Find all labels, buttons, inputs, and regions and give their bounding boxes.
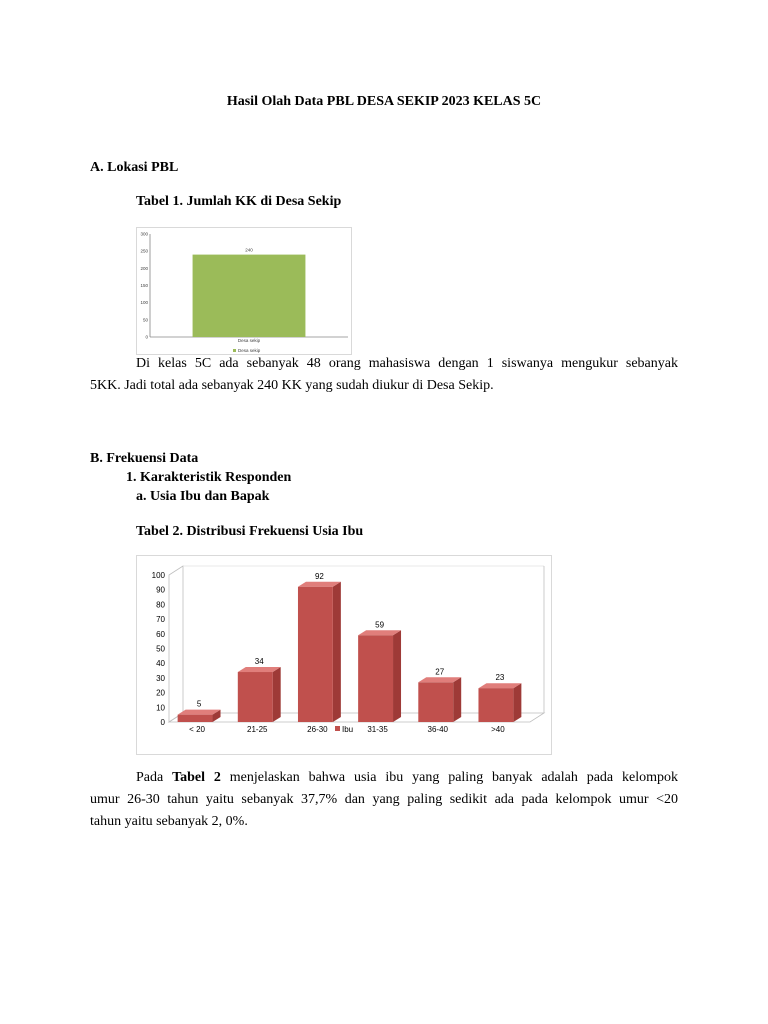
- paragraph-1-line-2: 5KK. Jadi total ada sebanyak 240 KK yang sudah diukur di Desa Sekip.: [90, 378, 494, 393]
- chart2-bar-side: [393, 630, 401, 722]
- chart2-bar-side: [513, 683, 521, 722]
- chart2-category-label: 31-35: [367, 725, 388, 734]
- table2-caption: Tabel 2. Distribusi Frekuensi Usia Ibu: [136, 524, 364, 539]
- chart-kk-desa-sekip: [136, 227, 352, 355]
- section-b-heading: B. Frekuensi Data: [90, 451, 199, 466]
- chart1-y-tick-label: 0: [145, 334, 148, 340]
- chart1-bar: [193, 255, 306, 337]
- chart2-y-tick-label: 20: [156, 688, 165, 698]
- table1-caption: Tabel 1. Jumlah KK di Desa Sekip: [136, 194, 342, 209]
- paragraph-1: [90, 353, 678, 397]
- document-title: Hasil Olah Data PBL DESA SEKIP 2023 KELAS 5C: [226, 94, 542, 109]
- chart2-category-label: 36-40: [427, 725, 448, 734]
- chart2-data-label: 5: [196, 699, 202, 709]
- paragraph-2-pre: Pada: [136, 770, 173, 785]
- chart1-svg: [137, 228, 351, 354]
- chart2-y-tick-label: 10: [156, 703, 165, 713]
- chart1-y-tick-label: 250: [140, 248, 148, 254]
- chart2-category-label: 26-30: [307, 725, 328, 734]
- chart2-legend-label: Ibu: [342, 725, 354, 734]
- chart1-category-label: Desa sekip: [237, 338, 261, 343]
- paragraph-2-line-3: tahun yaitu sebanyak 2, 0%.: [90, 814, 248, 829]
- chart2-y-tick-label: 80: [156, 600, 165, 610]
- chart2-y-tick-label: 0: [160, 718, 165, 727]
- chart2-data-label: 34: [254, 657, 264, 667]
- paragraph-2-line-1: [90, 767, 678, 789]
- chart1-legend-label: Desa sekip: [238, 348, 261, 353]
- chart2-bar: [238, 672, 273, 722]
- subsection-1-heading: 1. Karakteristik Responden: [126, 470, 292, 485]
- chart2-y-tick-label: 30: [156, 673, 165, 683]
- chart1-y-tick-label: 100: [140, 300, 148, 306]
- chart2-category-label: >40: [491, 725, 505, 734]
- paragraph-1-line-1: Di kelas 5C ada sebanyak 48 orang mahasiswa dengan 1 siswanya mengukur sebanyak: [136, 356, 678, 371]
- chart1-y-tick-label: 150: [140, 283, 148, 288]
- chart2-data-label: 92: [314, 571, 324, 581]
- chart2-y-tick-label: 40: [156, 659, 165, 669]
- chart2-y-tick-label: 50: [156, 644, 165, 654]
- chart2-y-tick-label: 60: [156, 629, 165, 639]
- chart-usia-ibu: [136, 555, 552, 755]
- chart2-bar: [478, 688, 513, 722]
- chart2-bar: [418, 682, 453, 722]
- chart2-bar-side: [273, 667, 281, 722]
- chart2-bar: [178, 715, 213, 722]
- chart1-legend-swatch: [233, 349, 236, 352]
- chart2-legend-swatch: [335, 726, 340, 731]
- chart2-category-label: 21-25: [247, 725, 268, 734]
- chart2-side-wall: [169, 566, 183, 722]
- section-a-heading: A. Lokasi PBL: [90, 160, 179, 175]
- paragraph-2-line-2: umur 26-30 tahun yaitu sebanyak 37,7% dan yang paling sedikit ada pada kelompok umur <20: [90, 792, 678, 807]
- chart2-bar: [298, 587, 333, 722]
- paragraph-2-post: menjelaskan bahwa usia ibu yang paling banyak adalah pada kelompok: [220, 770, 678, 785]
- chart2-bar-side: [333, 582, 341, 722]
- chart2-bar-side: [453, 677, 461, 722]
- chart2-category-label: < 20: [189, 725, 205, 734]
- chart1-y-tick-label: 300: [140, 231, 148, 237]
- chart1-data-label: 240: [245, 247, 253, 253]
- chart2-bar: [358, 635, 393, 722]
- chart2-data-label: 23: [495, 673, 505, 683]
- chart2-data-label: 27: [435, 667, 445, 677]
- paragraph-2: [90, 767, 678, 833]
- chart2-y-tick-label: 90: [156, 585, 165, 595]
- chart2-data-label: 59: [375, 620, 385, 630]
- chart1-y-tick-label: 200: [140, 265, 148, 271]
- paragraph-2-bold: Tabel 2: [172, 770, 221, 785]
- chart2-y-tick-label: 100: [151, 571, 165, 580]
- chart2-svg: [137, 556, 551, 754]
- chart2-y-tick-label: 70: [156, 615, 165, 625]
- subsection-a-heading: a. Usia Ibu dan Bapak: [136, 489, 270, 504]
- chart1-y-tick-label: 50: [142, 317, 148, 323]
